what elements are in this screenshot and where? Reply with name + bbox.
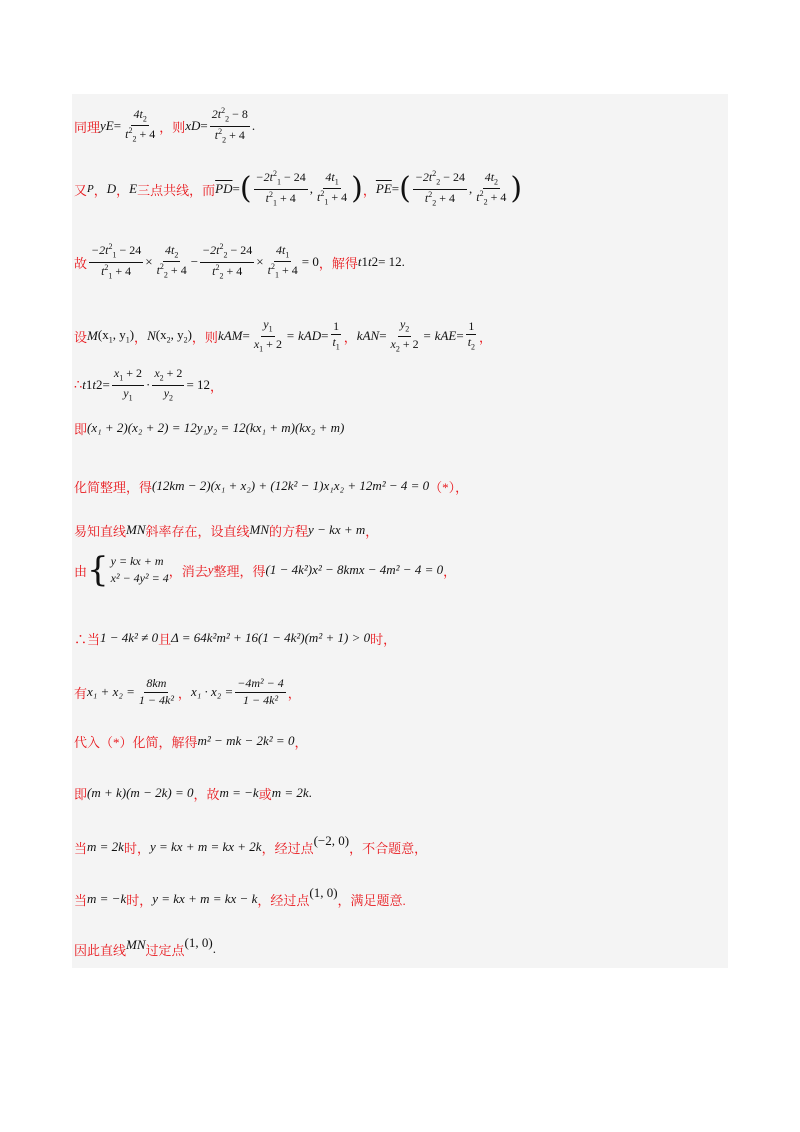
- num-sub: 2: [405, 324, 410, 334]
- fraction: [413, 170, 467, 207]
- text: 时，: [126, 892, 153, 908]
- math-expr: x₁ · x₂ =: [190, 684, 234, 699]
- line-6: [74, 416, 344, 440]
- text: （*），: [429, 479, 469, 495]
- den-sup: 2: [270, 262, 275, 271]
- num-sub: 1: [119, 373, 124, 383]
- math-sub: AE: [440, 328, 457, 343]
- den: t: [101, 263, 105, 278]
- num-sup: 2: [432, 169, 437, 179]
- math-eq: = 12: [186, 377, 211, 392]
- fraction: [466, 320, 477, 352]
- num-sub: 1: [285, 250, 290, 260]
- fraction: [89, 243, 143, 280]
- den-rest: + 4: [278, 263, 298, 277]
- vector-pd: $\overline{PD}$: [215, 181, 233, 196]
- text: ，: [343, 329, 357, 345]
- den-sub: 2: [222, 134, 227, 144]
- text: ，: [177, 685, 191, 701]
- num-sub: 1: [268, 324, 273, 334]
- math-var: t: [357, 254, 362, 269]
- num: 4t: [164, 242, 175, 257]
- num-sub: 2: [159, 373, 164, 383]
- point-m-coords: [98, 327, 134, 345]
- p: , y: [112, 327, 126, 343]
- fraction: [123, 108, 157, 144]
- math-expr: Δ = 64k²m² + 16(1 − 4k²)(m² + 1) > 0: [171, 630, 371, 645]
- num: 1: [466, 320, 476, 335]
- den-sup: 2: [128, 126, 133, 135]
- text-var: y: [207, 562, 214, 577]
- text: ，: [93, 182, 107, 198]
- equation-row: x² − 4y² = 4: [110, 571, 169, 585]
- num: −2t: [255, 170, 273, 185]
- num-sub: 1: [112, 250, 117, 260]
- math-expr: y = kx + m = kx + 2k: [149, 839, 262, 854]
- num-sub: 2: [223, 250, 228, 260]
- text: ，: [362, 182, 376, 198]
- p: , y: [170, 327, 184, 343]
- den-sup: 2: [218, 126, 223, 136]
- math-var: t: [92, 377, 97, 392]
- den-sub: 1: [108, 270, 113, 280]
- den: y: [123, 385, 129, 400]
- text: ，: [116, 182, 130, 198]
- den: t: [476, 190, 480, 204]
- den-rest: + 2: [263, 336, 282, 351]
- num-rest: − 24: [440, 170, 466, 185]
- den-rest: + 4: [436, 190, 455, 205]
- math-var: t: [82, 377, 86, 392]
- text: .: [308, 785, 312, 800]
- math-eq: = 12.: [378, 254, 405, 269]
- math-var: N: [147, 328, 156, 343]
- text: ，: [210, 378, 224, 394]
- fraction: [254, 170, 308, 207]
- text: ，: [287, 685, 301, 701]
- line-10: [74, 626, 396, 650]
- comma: ,: [469, 181, 473, 196]
- line-8: [74, 518, 378, 542]
- text: ，: [443, 563, 457, 579]
- den-sub: 2: [483, 197, 488, 207]
- math-sub: 2: [371, 254, 379, 269]
- line-5: [74, 364, 223, 406]
- math-var: P: [87, 183, 94, 195]
- p: (x: [155, 327, 167, 343]
- text: 因此直线: [74, 942, 127, 958]
- den: 1 − 4k²: [138, 692, 174, 707]
- num: x: [113, 366, 120, 381]
- num-sub: 2: [436, 177, 441, 187]
- num: 2t: [211, 107, 222, 122]
- den-sub: 2: [132, 134, 137, 144]
- math-sub: 2: [96, 377, 103, 392]
- paren-left: (: [399, 171, 411, 206]
- s: 1: [108, 335, 113, 345]
- paren-left: (: [239, 171, 252, 206]
- text: 过定点: [145, 942, 185, 958]
- num: −2t: [202, 243, 220, 258]
- num: 4t: [276, 242, 286, 257]
- text: 易知直线: [74, 523, 127, 539]
- text: ，: [134, 329, 148, 345]
- den-sub: 2: [169, 392, 174, 402]
- fraction: [112, 367, 144, 402]
- den-sub: 1: [335, 342, 340, 352]
- num-sub: 1: [276, 177, 281, 187]
- dot: ·: [145, 377, 151, 392]
- line-4: [74, 314, 492, 358]
- num-sub: 1: [334, 177, 339, 187]
- text: 即: [74, 786, 88, 802]
- den-sub: 1: [274, 270, 279, 280]
- fraction: [235, 677, 285, 706]
- text: ，不合题意，: [349, 840, 428, 856]
- math-eq: =: [232, 181, 240, 196]
- num: 4t: [484, 169, 495, 184]
- text: 且: [158, 631, 172, 647]
- fraction: [252, 318, 284, 353]
- math-var: MN: [126, 937, 146, 952]
- text: 设: [74, 329, 88, 345]
- math-eq: =: [102, 377, 110, 392]
- den-rest: + 4: [226, 127, 245, 142]
- den-rest: + 4: [328, 190, 348, 204]
- math-eq: = 0: [301, 254, 319, 269]
- text: ∴当: [74, 631, 101, 647]
- num-rest: − 24: [227, 243, 253, 258]
- fraction: [152, 367, 184, 402]
- den: t: [332, 335, 336, 349]
- math-sub: AD: [303, 328, 322, 343]
- times: ×: [145, 254, 153, 269]
- line-11: [74, 670, 301, 714]
- text: ，: [365, 523, 379, 539]
- line-9: [74, 548, 456, 592]
- text: 故: [74, 255, 88, 271]
- text: 当: [74, 892, 88, 908]
- math-var: = k: [422, 328, 441, 343]
- math-eq: =: [242, 328, 250, 343]
- math-eq: =: [200, 118, 208, 133]
- num-sup: 2: [221, 106, 226, 116]
- s: 1: [125, 335, 130, 345]
- num-rest: − 24: [116, 243, 142, 258]
- text: 时，: [123, 840, 150, 856]
- point-coords: (1, 0): [309, 885, 338, 900]
- num: 8km: [144, 677, 168, 692]
- times: ×: [256, 254, 264, 269]
- math-var: D: [106, 181, 117, 196]
- math-sub: D: [191, 118, 201, 133]
- den: y: [163, 385, 170, 400]
- den-sup: 2: [268, 189, 273, 199]
- den-sub: 2: [432, 197, 437, 207]
- math-sub: AM: [223, 328, 243, 343]
- math-eq: =: [456, 328, 464, 343]
- line-13: [74, 780, 312, 806]
- text: 三点共线，而: [137, 182, 216, 198]
- math-sub: E: [105, 118, 114, 133]
- num-sub: 2: [225, 114, 230, 124]
- math-expr: m² − mk − 2k² = 0: [197, 733, 295, 748]
- equation-row: y = kx + m: [110, 553, 164, 568]
- text: ，消去: [168, 563, 208, 579]
- math-expr: 1 − 4k² ≠ 0: [100, 630, 159, 645]
- p: ): [187, 327, 192, 343]
- text: 斜率存在，设直线: [145, 523, 250, 539]
- p: (x: [97, 327, 109, 343]
- math-var: MN: [126, 522, 146, 537]
- p: ): [129, 327, 135, 343]
- text: ，则: [191, 329, 218, 345]
- den: t: [317, 190, 321, 204]
- math-expr: x₁ + x₂ =: [87, 684, 135, 699]
- math-expr: (x₁ + 2)(x₂ + 2) = 12y₁y₂ = 12(kx₁ + m)(kx₂ + m): [87, 420, 345, 435]
- text: 整理，得: [213, 563, 266, 579]
- num: −2t: [414, 170, 433, 185]
- equation-system: [87, 550, 169, 590]
- math-eq: =: [379, 328, 387, 343]
- math-sub: 1: [361, 254, 368, 269]
- math-var: t: [367, 254, 372, 269]
- text: 有: [74, 685, 88, 701]
- den-sup: 2: [159, 262, 164, 271]
- den-rest: + 4: [487, 190, 507, 204]
- math-eq: =: [113, 118, 122, 133]
- text: ，经过点: [257, 892, 310, 908]
- text: 由: [74, 563, 88, 579]
- den: t: [156, 263, 160, 277]
- vector-pe: $\overline{PE}$: [375, 181, 392, 196]
- point-n-coords: [156, 327, 192, 345]
- den-sup: 2: [104, 262, 109, 272]
- num-sup: 2: [272, 169, 277, 179]
- text: ，: [479, 329, 493, 345]
- fraction: [389, 318, 421, 353]
- num: 4t: [325, 169, 335, 184]
- den-sub: 2: [395, 343, 400, 353]
- num: 1: [331, 320, 341, 335]
- text: 同理: [74, 119, 101, 135]
- num-sub: 2: [174, 250, 179, 260]
- line-3: [74, 240, 405, 284]
- den: t: [265, 190, 269, 205]
- num: −2t: [91, 243, 109, 258]
- math-expr: m = −k: [219, 785, 259, 800]
- den-sub: 2: [163, 270, 168, 280]
- math-var: k: [356, 328, 363, 343]
- line-2: [74, 166, 522, 212]
- line-15: [74, 886, 406, 912]
- num: 4t: [133, 106, 143, 121]
- text: .: [251, 118, 256, 133]
- math-expr: m = 2k: [271, 785, 309, 800]
- brace-icon: {: [87, 550, 109, 590]
- paren-right: ): [510, 171, 523, 206]
- den-sub: 2: [219, 270, 224, 280]
- den-sup: 2: [320, 189, 325, 198]
- line-12: [74, 728, 307, 754]
- fraction: [200, 243, 254, 280]
- math-eq: =: [321, 328, 329, 343]
- den-sub: 1: [272, 197, 277, 207]
- fraction: [474, 171, 508, 207]
- text: 当: [74, 840, 88, 856]
- text: 或: [258, 786, 272, 802]
- math-var: = k: [285, 328, 304, 343]
- den: 1 − 4k²: [243, 692, 279, 707]
- math-var: x: [185, 118, 192, 133]
- num: y: [399, 317, 406, 332]
- num-rest: + 2: [163, 366, 183, 381]
- s: 2: [183, 335, 188, 345]
- math-expr: y − kx + m: [308, 522, 366, 537]
- fraction: [137, 677, 176, 706]
- fraction: [210, 107, 250, 144]
- text: 即: [74, 421, 88, 437]
- num: y: [263, 317, 269, 332]
- den-rest: + 4: [223, 263, 243, 278]
- text: ，满足题意.: [337, 892, 406, 908]
- text: 化简整理，得: [74, 479, 153, 495]
- minus: −: [190, 254, 199, 269]
- den: t: [467, 335, 472, 349]
- line-1: [74, 104, 255, 148]
- text: 又: [74, 182, 88, 198]
- den: x: [253, 336, 260, 351]
- math-sub: 1: [85, 377, 93, 392]
- math-expr: m = 2k: [87, 839, 124, 854]
- den-sub: 2: [471, 342, 476, 352]
- fraction: [330, 320, 341, 352]
- num-sub: 2: [142, 114, 147, 124]
- num-rest: + 2: [123, 366, 142, 381]
- text: .: [212, 941, 216, 956]
- fraction: [155, 244, 189, 280]
- num-sub: 2: [494, 177, 499, 187]
- point-coords: (−2, 0): [313, 833, 350, 848]
- text: ，则: [159, 119, 186, 135]
- den: t: [214, 127, 219, 142]
- den-sub: 1: [259, 343, 264, 353]
- math-sub: AN: [362, 328, 380, 343]
- therefore: ∴: [74, 377, 83, 392]
- num-sup: 2: [108, 242, 113, 252]
- fraction: [315, 171, 349, 207]
- den: t: [424, 190, 429, 205]
- line-7: [74, 474, 468, 498]
- math-var: M: [87, 328, 98, 343]
- math-expr: m = −k: [87, 891, 127, 906]
- num: x: [154, 366, 160, 381]
- text: 的方程: [269, 523, 309, 539]
- den: t: [125, 127, 129, 141]
- math-var: y: [100, 118, 106, 133]
- math-expr: (12km − 2)(x₁ + x₂) + (12k² − 1)x₁x₂ + 12m² − 4 = 0: [152, 478, 430, 493]
- line-16: [74, 936, 216, 962]
- fraction: [266, 244, 300, 280]
- math-eq: =: [391, 181, 400, 196]
- den-sup: 2: [479, 189, 484, 198]
- num: −4m² − 4: [235, 677, 285, 692]
- math-var: k: [217, 328, 224, 343]
- text: 时，: [370, 631, 397, 647]
- math-expr: (1 − 4k²)x² − 8kmx − 4m² − 4 = 0: [265, 562, 444, 577]
- point-coords: (1, 0): [184, 935, 213, 950]
- den-sub: 1: [324, 197, 329, 207]
- math-expr: (m + k)(m − 2k) = 0: [87, 785, 194, 800]
- den-sup: 2: [215, 262, 220, 272]
- s: 2: [166, 335, 171, 345]
- den-rest: + 4: [167, 263, 187, 277]
- line-14: [74, 834, 427, 860]
- den: t: [212, 263, 216, 278]
- text: 代入（*）化简，解得: [74, 734, 198, 750]
- den-rest: + 2: [399, 336, 419, 351]
- math-var: E: [129, 181, 138, 196]
- den-rest: + 4: [112, 263, 132, 278]
- den-sup: 2: [428, 189, 433, 199]
- den-rest: + 4: [136, 127, 156, 141]
- text: ，经过点: [261, 840, 314, 856]
- den-rest: + 4: [276, 190, 296, 205]
- text: ，故: [193, 786, 220, 802]
- num-rest: − 8: [229, 107, 248, 122]
- text: ，解得: [318, 255, 358, 271]
- den: x: [390, 336, 396, 351]
- math-expr: y = kx + m = kx − k: [152, 891, 258, 906]
- den: t: [267, 263, 271, 277]
- num-rest: − 24: [280, 170, 306, 185]
- math-var: MN: [249, 522, 270, 537]
- num-sup: 2: [219, 242, 224, 252]
- text: ，: [294, 734, 308, 750]
- den-sub: 1: [128, 392, 133, 402]
- comma: ,: [309, 181, 314, 196]
- paren-right: ): [351, 171, 363, 206]
